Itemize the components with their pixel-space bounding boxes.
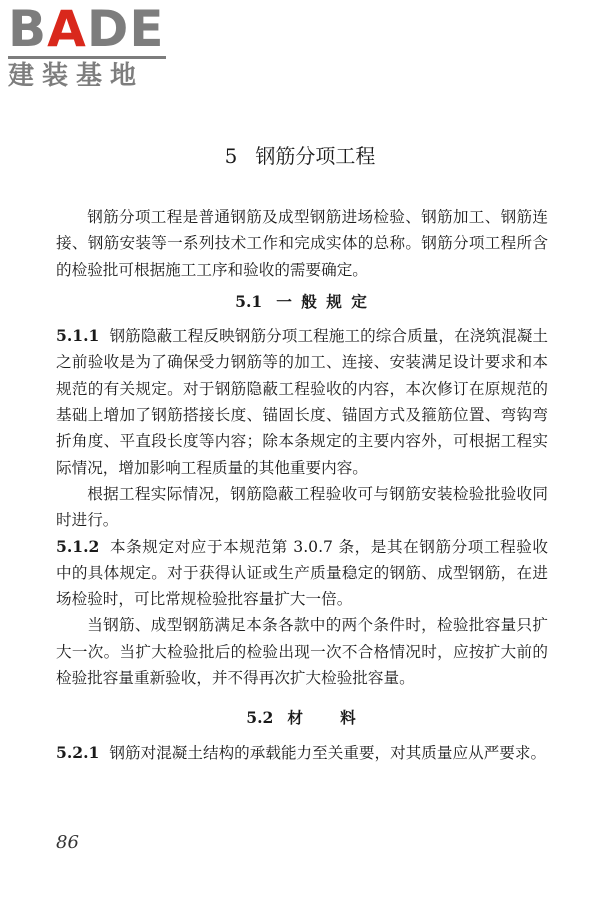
brand-subtitle: 建装基地 xyxy=(8,61,145,91)
section-title: 材 料 xyxy=(287,708,358,728)
clause-number: 5.1.2 xyxy=(56,536,100,556)
section-title: 一 般 规 定 xyxy=(276,291,369,311)
chapter-number: 5 xyxy=(224,144,238,168)
clause-5-1-1-paragraph: 根据工程实际情况，钢筋隐蔽工程验收可与钢筋安装检验批验收同时进行。 xyxy=(56,484,548,530)
section-heading-5-1 xyxy=(56,289,548,315)
clause-text: 钢筋隐蔽工程反映钢筋分项工程施工的综合质量，在浇筑混凝土之前验收是为了确保受力钢筋等的加工、连接、安装满足设计要求和本规范的有关规定。对于钢筋隐蔽工程验收的内容，本次修订在原规范的基础上增加了钢筋搭接长度、锚固长度、锚固方式及箍筋位置、弯钩弯折角度、平直段长度等内容；除本条规定的主要内容外，可根据工程实际情况，增加影响工程质量的其他重要内容。 xyxy=(56,327,548,477)
clause-5-1-2 xyxy=(56,534,548,613)
clause-number: 5.1.1 xyxy=(56,326,100,346)
clause-text: 钢筋对混凝土结构的承载能力至关重要，对其质量应从严要求。 xyxy=(109,743,547,762)
chapter-title-text: 钢筋分项工程 xyxy=(255,144,376,168)
clause-5-1-2-paragraph: 当钢筋、成型钢筋满足本条各款中的两个条件时，检验批容量只扩大一次。当扩大检验批后的检验出现一次不合格情况时，应按扩大前的检验批容量重新验收，并不得再次扩大检验批容量。 xyxy=(56,616,548,688)
chapter-intro: 钢筋分项工程是普通钢筋及成型钢筋进场检验、钢筋加工、钢筋连接、钢筋安装等一系列技术工作和完成实体的总称。钢筋分项工程所含的检验批可根据施工工序和验收的需要确定。 xyxy=(56,208,548,279)
page-number: 86 xyxy=(56,832,79,853)
clause-text: 本条规定对应于本规范第 3.0.7 条，是其在钢筋分项工程验收中的具体规定。对于获得认证或生产质量稳定的钢筋、成型钢筋，在进场检验时，可比常规检验批容量扩大一倍。 xyxy=(56,537,548,609)
brand-wordmark: BADE xyxy=(8,0,165,58)
clause-number: 5.2.1 xyxy=(56,742,100,762)
section-heading-5-2 xyxy=(56,705,548,731)
chapter-title xyxy=(0,142,600,170)
document-body xyxy=(56,204,548,766)
clause-5-1-1 xyxy=(56,323,548,481)
brand-logo xyxy=(8,0,166,91)
section-number: 5.1 xyxy=(235,291,263,311)
clause-5-2-1 xyxy=(56,740,548,766)
section-number: 5.2 xyxy=(246,708,274,728)
brand-accent-letter: A xyxy=(47,0,87,58)
